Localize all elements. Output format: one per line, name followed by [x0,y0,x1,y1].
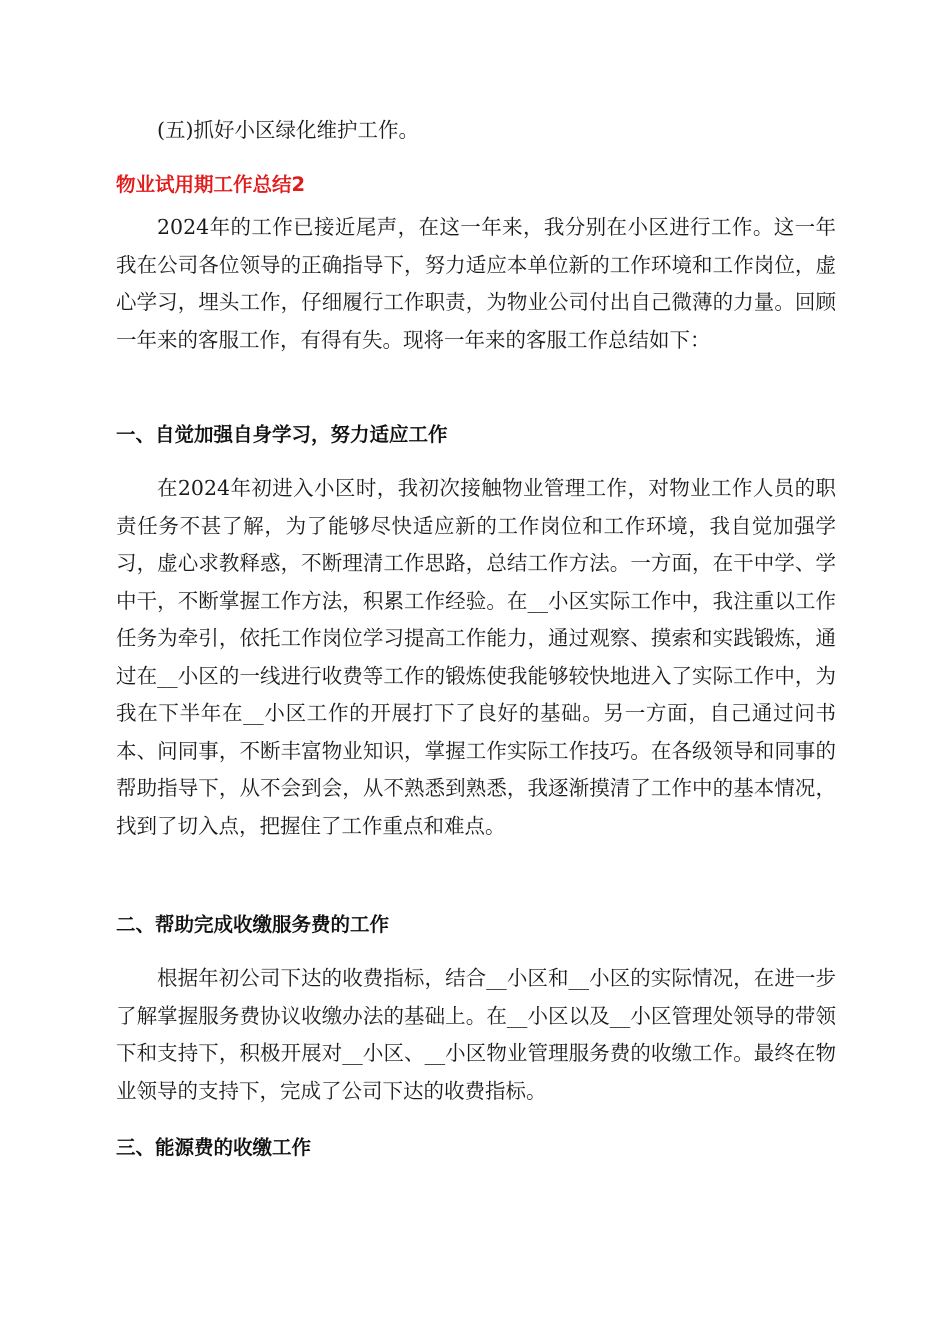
section-heading-3: 三、能源费的收缴工作 [116,1136,312,1159]
list-item-five: (五)抓好小区绿化维护工作。 [157,118,419,142]
intro-paragraph: 2024年的工作已接近尾声，在这一年来，我分别在小区进行工作。这一年我在公司各位领导的正确指导下，努力适应本单位新的工作环境和工作岗位，虚心学习，埋头工作，仔细履行工作职责，为物业公司付出自己微薄的力量。回顾一年来的客服工作，有得有失。现将一年来的客服工作总结如下： [116,215,836,352]
section-body-2: 根据年初公司下达的收费指标，结合__小区和__小区的实际情况，在进一步了解掌握服务费协议收缴办法的基础上。在__小区以及__小区管理处领导的带领下和支持下，积极开展对__小区、__小区物业管理服务费的收缴工作。最终在物业领导的支持下，完成了公司下达的收费指标。 [116,966,836,1103]
document-title: 物业试用期工作总结2 [116,173,306,196]
section-heading-2: 二、帮助完成收缴服务费的工作 [116,913,390,936]
section-heading-1: 一、自觉加强自身学习，努力适应工作 [116,423,448,446]
section-body-1: 在2024年初进入小区时，我初次接触物业管理工作，对物业工作人员的职责任务不甚了解，为了能够尽快适应新的工作岗位和工作环境，我自觉加强学习，虚心求教释惑，不断理清工作思路，总结工作方法。一方面，在干中学、学中干，不断掌握工作方法，积累工作经验。在__小区实际工作中，我注重以工作任务为牵引，依托工作岗位学习提高工作能力，通过观察、摸索和实践锻炼，通过在__小区的一线进行收费等工作的锻炼使我能够较快地进入了实际工作中，为我在下半年在__小区工作的开展打下了良好的基础。另一方面，自己通过问书本、问同事，不断丰富物业知识，掌握工作实际工作技巧。在各级领导和同事的帮助指导下，从不会到会，从不熟悉到熟悉，我逐渐摸清了工作中的基本情况，找到了切入点，把握住了工作重点和难点。 [116,476,836,838]
